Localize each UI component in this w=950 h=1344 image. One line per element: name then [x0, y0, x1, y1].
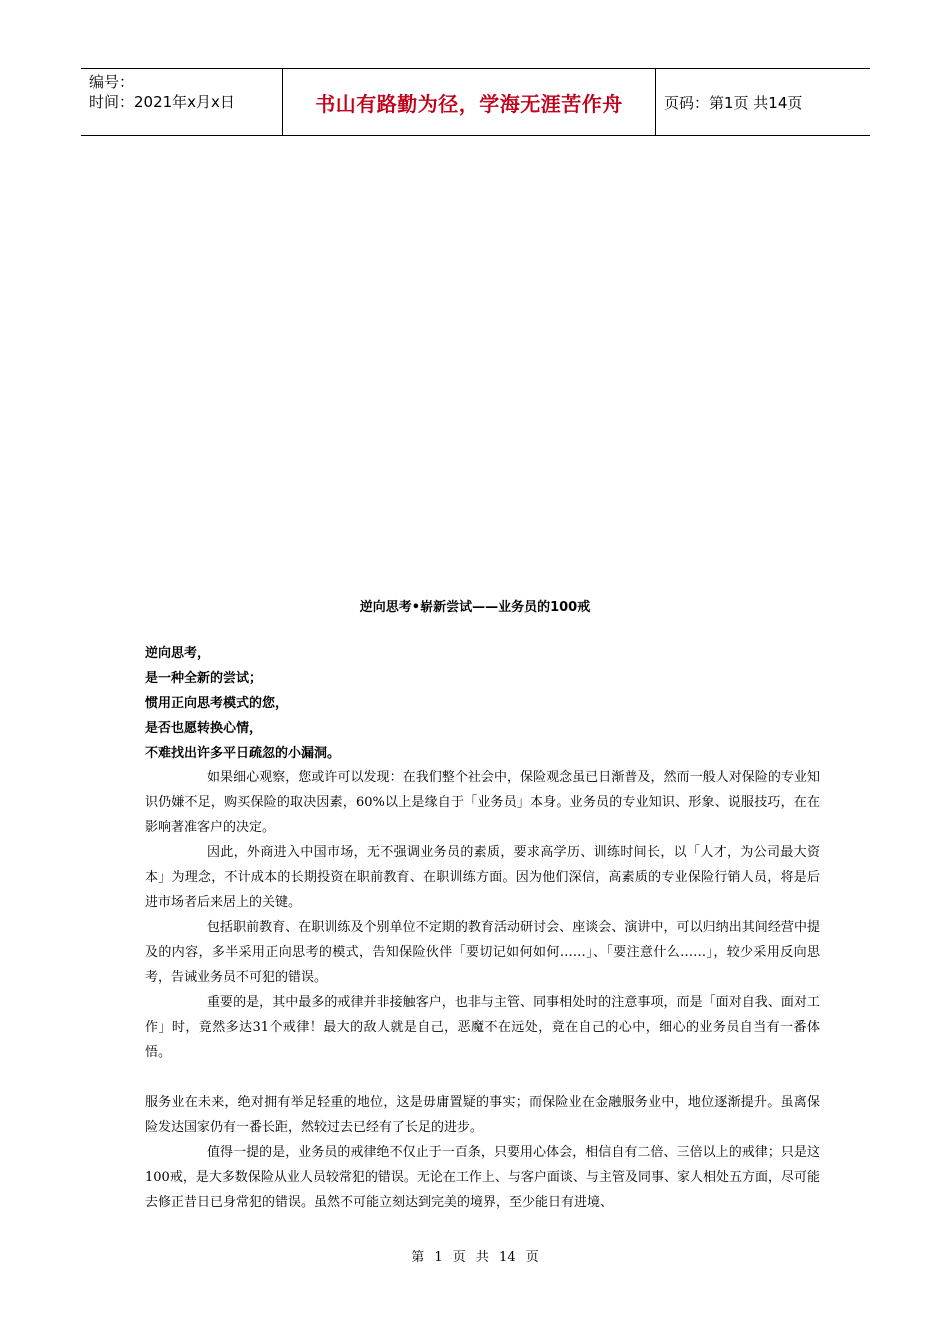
paragraph: 因此，外商进入中国市场，无不强调业务员的素质，要求高学历、训练时间长，以「人才，为公司最大资本」为理念，不计成本的长期投资在职前教育、在职训练方面。因为他们深信，高素质的专业保险行销人员，将是后进市场者后来居上的关键。	[145, 845, 820, 910]
paragraph: 服务业在未来，绝对拥有举足轻重的地位，这是毋庸置疑的事实；而保险业在金融服务业中，地位逐渐提升。虽离保险发达国家仍有一番长距，然较过去已经有了长足的进步。	[145, 1095, 820, 1135]
time-label: 时间：2021年x月x日	[89, 93, 235, 111]
document-header	[81, 68, 870, 136]
header-meta	[81, 69, 282, 135]
paragraph: 重要的是，其中最多的戒律并非接触客户，也非与主管、同事相处时的注意事项，而是「面对自我、面对工作」时，竟然多达31个戒律！最大的敌人就是自己，恶魔不在远处，竟在自己的心中，细心的业务员自当有一番体悟。	[145, 995, 820, 1060]
poem-line: 是一种全新的尝试；	[145, 671, 263, 686]
page-footer: 第 1 页 共 14 页	[411, 1250, 539, 1265]
header-motto: 书山有路勤为径，学海无涯苦作舟	[282, 69, 656, 135]
number-label: 编号：	[89, 73, 135, 91]
poem-line: 逆向思考，	[145, 646, 211, 661]
intro-poem	[145, 641, 825, 766]
poem-line: 不难找出许多平日疏忽的小漏洞。	[145, 746, 341, 761]
paragraph: 值得一提的是，业务员的戒律绝不仅止于一百条，只要用心体会，相信自有二倍、三倍以上的戒律；只是这100戒，是大多数保险从业人员较常犯的错误。无论在工作上、与客户面谈、与主管及同事、家人相处五方面，尽可能去修正昔日已身常犯的错误。虽然不可能立刻达到完美的境界，至少能日有进境、	[145, 1145, 820, 1210]
document-body	[145, 765, 820, 1215]
header-page-info: 页码：第1页 共14页	[664, 93, 803, 112]
document-title: 逆向思考•崭新尝试——业务员的100戒	[359, 600, 591, 615]
paragraph: 包括职前教育、在职训练及个别单位不定期的教育活动研讨会、座谈会、演讲中，可以归纳出其间经营中提及的内容，多半采用正向思考的模式，告知保险伙伴「要切记如何如何……」、「要注意什么……」，较少采用反向思考，告诫业务员不可犯的错误。	[145, 920, 820, 985]
poem-line: 是否也愿转换心情，	[145, 721, 263, 736]
paragraph: 如果细心观察，您或许可以发现：在我们整个社会中，保险观念虽已日渐普及，然而一般人对保险的专业知识仍嫌不足，购买保险的取决因素，60%以上是缘自于「业务员」本身。业务员的专业知识、形象、说服技巧，在在影响著准客户的决定。	[145, 770, 820, 835]
poem-line: 惯用正向思考模式的您，	[145, 696, 289, 711]
